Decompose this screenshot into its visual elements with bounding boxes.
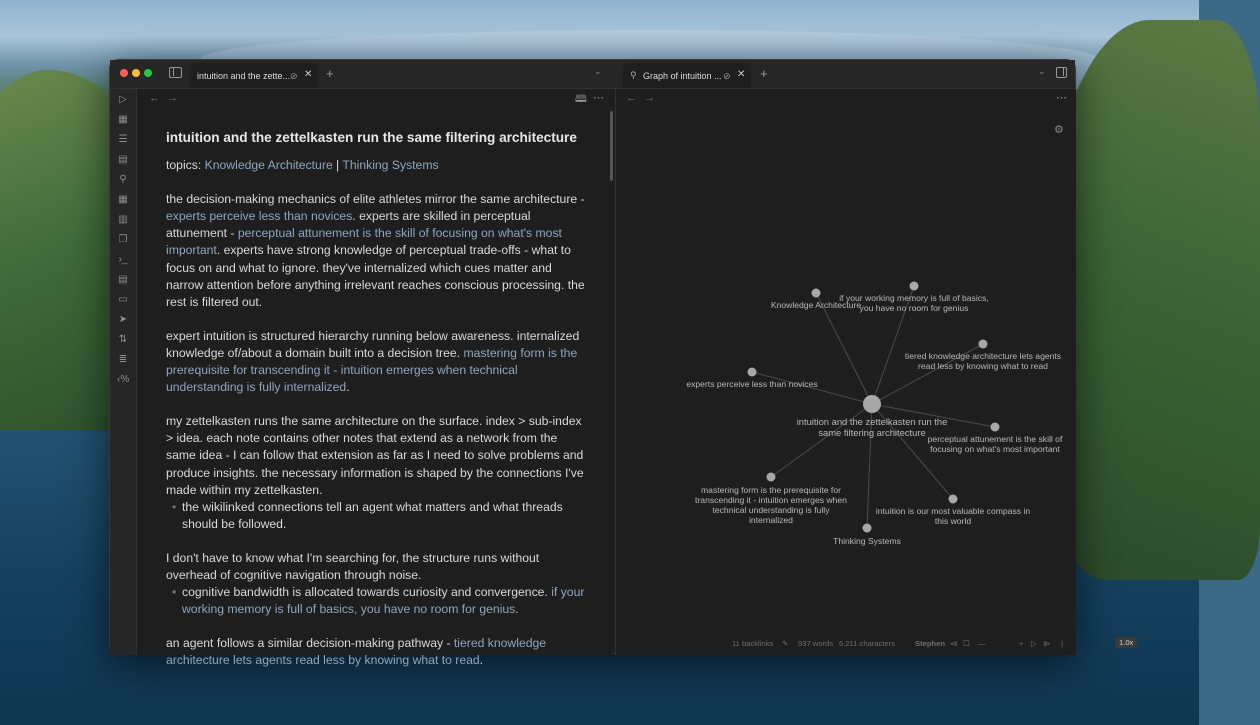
graph-node[interactable] bbox=[748, 368, 757, 377]
list-icon[interactable]: ☰ bbox=[118, 134, 128, 145]
graph-label-center: same filtering architecture bbox=[818, 427, 926, 438]
paragraph-2: expert intuition is structured hierarchy running below awareness. internalized knowledge of/about a domain built into a decision tree. mastering form is the prerequisite for transcending it - intuition emerges when technical understanding is fully internalized. bbox=[166, 328, 580, 395]
wikilink-perceptual-attunement[interactable]: perceptual attunement is the skill of focusing on what's most important bbox=[166, 226, 562, 258]
wikilink-mastering-form[interactable]: mastering form is the prerequisite for transcending it - intuition emerges when technical understanding is fully internalized bbox=[166, 345, 578, 395]
graph-node-center[interactable] bbox=[863, 395, 881, 413]
wikilink-working-memory[interactable]: if your working memory is full of basics, you have no room for genius bbox=[182, 585, 585, 617]
new-tab-button[interactable]: + bbox=[760, 66, 768, 81]
graph-node[interactable] bbox=[991, 423, 1000, 432]
graph-label: focusing on what's most important bbox=[930, 444, 1060, 454]
close-tab-icon[interactable]: ✕ bbox=[737, 69, 746, 80]
graph-pane bbox=[615, 89, 1134, 655]
copy-icon[interactable]: ❐ bbox=[118, 234, 128, 245]
zoom-window-button[interactable] bbox=[144, 69, 152, 77]
paragraph-1: the decision-making mechanics of elite athletes mirror the same architecture - experts perceive less than novices. experts are skilled in perceptual attunement - perceptual attunement is the skill of focusing on what's most important. experts have strong knowledge of perceptual trade-offs - what to focus on and what to ignore. they've internalized which cues matter and narrow attention before anything irrelevant reaches conscious processing. the rest is filtered out. bbox=[166, 192, 585, 309]
graph-label: this world bbox=[934, 516, 972, 526]
close-tab-icon[interactable]: ✕ bbox=[304, 69, 313, 80]
fast-forward-icon[interactable]: ⧐ bbox=[1043, 639, 1051, 648]
close-window-button[interactable] bbox=[120, 69, 128, 77]
graph-label: transcending it - intuition emerges when bbox=[695, 495, 847, 505]
right-sidebar-toggle-icon[interactable] bbox=[1056, 67, 1067, 78]
graph-label: tiered knowledge architecture lets agents bbox=[904, 351, 1062, 361]
zoom-in-icon[interactable]: + bbox=[1019, 639, 1024, 648]
topic-link-thinking-systems[interactable]: Thinking Systems bbox=[342, 158, 439, 173]
topic-link-knowledge-architecture[interactable]: Knowledge Architecture bbox=[204, 158, 333, 173]
minus-icon[interactable]: — bbox=[978, 639, 986, 648]
graph-node[interactable] bbox=[767, 473, 776, 482]
forward-arrow-icon[interactable]: → bbox=[644, 92, 655, 104]
tab-graph[interactable] bbox=[623, 63, 751, 88]
table-icon[interactable]: ▤ bbox=[118, 274, 128, 285]
link-icon: ⊘ bbox=[723, 71, 731, 81]
editor-pane bbox=[137, 89, 613, 668]
more-options-icon[interactable]: ⋯ bbox=[593, 92, 604, 104]
paragraph-5: an agent follows a similar decision-making pathway - tiered knowledge architecture lets agents read less by knowing what to read. bbox=[166, 636, 547, 668]
more-options-icon[interactable]: ⋯ bbox=[1056, 92, 1067, 104]
link-icon: ⊘ bbox=[290, 71, 298, 81]
terminal-icon[interactable]: ›_ bbox=[118, 254, 128, 265]
graph-node[interactable] bbox=[863, 524, 872, 533]
topics-line: topics: Knowledge Architecture | Thinking Systems bbox=[166, 158, 439, 173]
tab-note-title: intuition and the zette... bbox=[197, 70, 291, 81]
scrollbar[interactable] bbox=[610, 111, 613, 181]
graph-label: you have no room for genius bbox=[859, 303, 969, 313]
graph-view-icon[interactable]: ⚲ bbox=[119, 174, 127, 185]
backlinks-count[interactable]: 11 backlinks bbox=[732, 639, 774, 648]
obsidian-window bbox=[109, 59, 1134, 668]
graph-label: intuition is our most valuable compass in bbox=[875, 506, 1031, 516]
play-icon[interactable]: ▷ bbox=[1031, 639, 1037, 648]
paragraph-4: I don't have to know what I'm searching for, the structure runs without overhead of cognitive navigation through noise. bbox=[166, 550, 540, 582]
zoom-level-badge[interactable]: 1.0x bbox=[1115, 637, 1137, 648]
word-count: 937 words bbox=[798, 639, 834, 648]
left-sidebar-toggle-icon[interactable] bbox=[169, 67, 182, 78]
paragraph-3: my zettelkasten runs the same architecture on the surface. index > sub-index > idea. each note contains other notes that extend as a network from the same idea - I can follow that extension as far as I need to solve problems and produce insights. the necessary information is shaped by the connections I've made within my zettelkasten. bbox=[166, 414, 584, 497]
sort-icon[interactable]: ⇅ bbox=[118, 334, 128, 345]
list-item: • the wikilinked connections tell an agent what matters and what threads should be followed. bbox=[166, 499, 586, 533]
graph-label: read less by knowing what to read bbox=[918, 361, 1048, 371]
template-icon[interactable]: ▭ bbox=[118, 294, 128, 305]
graph-label: internalized bbox=[749, 515, 793, 525]
daily-note-icon[interactable]: ▥ bbox=[118, 214, 128, 225]
tab-list-chevron-icon[interactable]: ⌄ bbox=[594, 66, 602, 76]
graph-label: perceptual attunement is the skill of bbox=[927, 434, 1063, 444]
local-graph[interactable] bbox=[616, 89, 1076, 629]
graph-node[interactable] bbox=[979, 340, 988, 349]
graph-node[interactable] bbox=[949, 495, 958, 504]
minimize-window-button[interactable] bbox=[132, 69, 140, 77]
wikilink-experts-perceive[interactable]: experts perceive less than novices bbox=[166, 209, 353, 224]
forward-arrow-icon[interactable]: → bbox=[167, 92, 178, 104]
left-ribbon bbox=[110, 89, 137, 655]
graph-edge bbox=[771, 404, 872, 477]
calendar-icon[interactable]: ▦ bbox=[118, 114, 128, 125]
graph-node[interactable] bbox=[910, 282, 919, 291]
back-arrow-icon[interactable]: ← bbox=[149, 92, 160, 104]
play-icon[interactable]: ▷ bbox=[119, 94, 127, 105]
graph-label: Thinking Systems bbox=[833, 536, 901, 546]
list-item: • cognitive bandwidth is allocated towards curiosity and convergence. if your working memory is full of basics, you have no room for genius. bbox=[166, 584, 586, 618]
back-arrow-icon[interactable]: ← bbox=[626, 92, 637, 104]
graph-label-center: intuition and the zettelkasten run the bbox=[796, 416, 948, 427]
tab-graph-title: Graph of intuition ... bbox=[643, 70, 722, 81]
graph-node[interactable] bbox=[812, 289, 821, 298]
tab-note[interactable] bbox=[190, 63, 318, 88]
character-count: 6,211 characters bbox=[839, 639, 895, 648]
graph-label: experts perceive less than novices bbox=[686, 379, 818, 389]
tab-list-chevron-icon[interactable]: ⌄ bbox=[1038, 66, 1046, 76]
code-icon[interactable]: ‹% bbox=[117, 374, 130, 385]
note-content bbox=[166, 129, 586, 686]
send-icon[interactable]: ➤ bbox=[118, 314, 128, 325]
title-bar bbox=[110, 60, 1075, 89]
reading-mode-icon[interactable]: 🕮 bbox=[575, 94, 587, 105]
wikilink-tiered-knowledge[interactable]: tiered knowledge architecture lets agents read less by knowing what to read bbox=[166, 636, 547, 668]
stack-icon[interactable]: ≣ bbox=[118, 354, 128, 365]
layout-icon[interactable]: ⧏ bbox=[950, 639, 958, 648]
graph-icon: ⚲ bbox=[630, 70, 637, 80]
checkbox-icon[interactable]: ☐ bbox=[963, 639, 970, 648]
new-tab-button[interactable]: + bbox=[326, 66, 334, 81]
user-name[interactable]: Stephen bbox=[915, 639, 945, 648]
graph-label: if your working memory is full of basics, bbox=[839, 293, 989, 303]
graph-settings-gear-icon[interactable]: ⚙ bbox=[1054, 124, 1064, 136]
file-icon[interactable]: ▤ bbox=[118, 154, 128, 165]
divider: | bbox=[1061, 639, 1063, 648]
graph-label: Knowledge Architecture bbox=[770, 300, 862, 310]
note-title: intuition and the zettelkasten run the same filtering architecture bbox=[166, 130, 577, 145]
pencil-icon[interactable]: ✎ bbox=[782, 639, 789, 648]
grid-icon[interactable]: ▦ bbox=[118, 194, 128, 205]
graph-label: technical understanding is fully bbox=[712, 505, 830, 515]
graph-label: mastering form is the prerequisite for bbox=[701, 485, 841, 495]
